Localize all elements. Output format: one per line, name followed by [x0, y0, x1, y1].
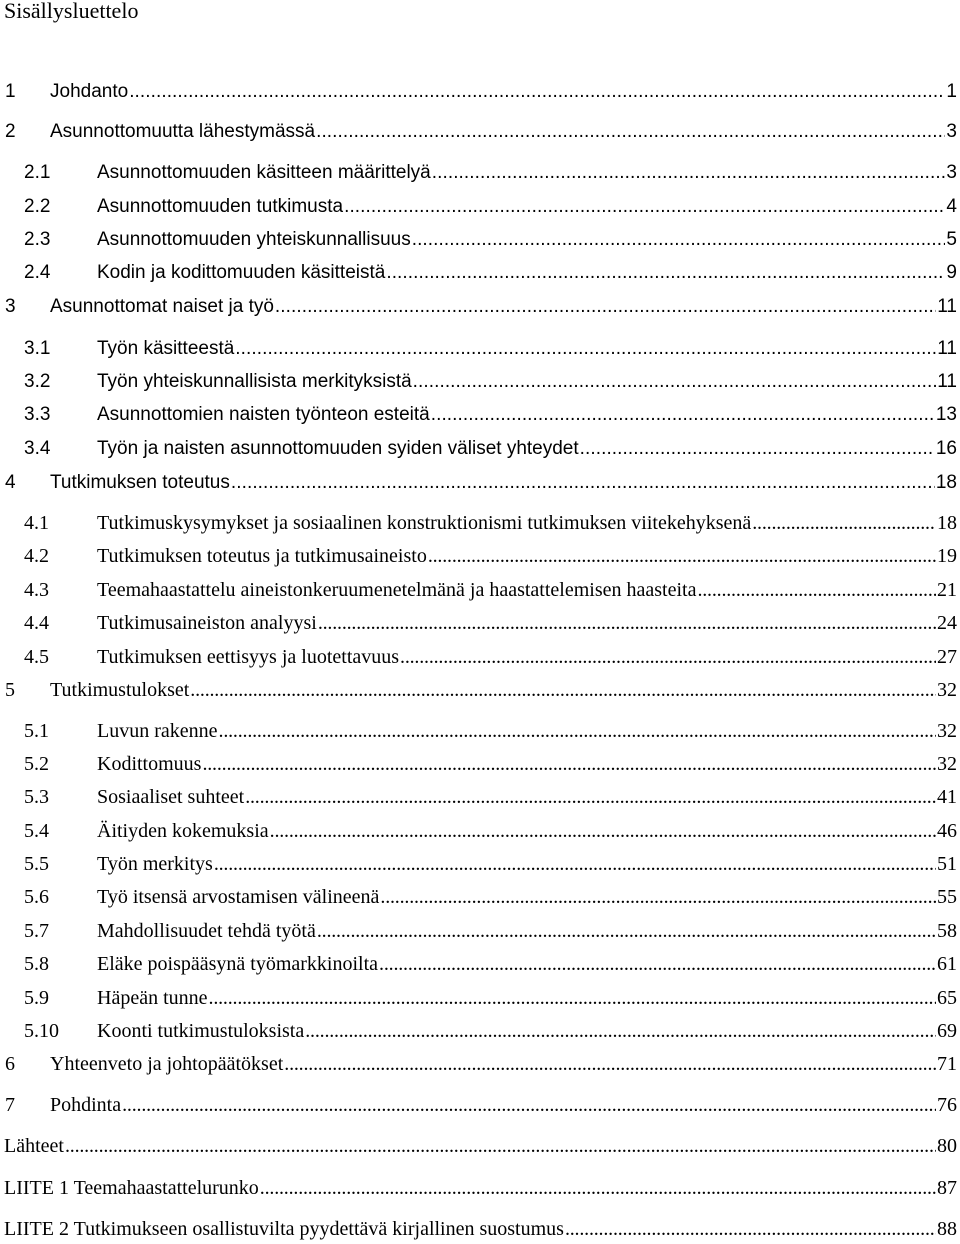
toc-dot-leader	[122, 1090, 936, 1120]
toc-entry-number: 5.8	[24, 953, 49, 975]
toc-entry-page-number: 4	[946, 196, 957, 217]
toc-dot-leader	[129, 77, 945, 107]
toc-entry-page-number: 51	[937, 853, 957, 875]
toc-entry-label: Asunnottomuuden yhteiskunnallisuus	[97, 229, 411, 250]
toc-entry[interactable]	[0, 1173, 957, 1203]
toc-entry-number: 3.4	[24, 438, 51, 459]
toc-entry-number: 5.6	[24, 886, 49, 908]
toc-entry-page-number: 32	[937, 753, 957, 775]
toc-entry-label: Koonti tutkimustuloksista	[97, 1020, 305, 1042]
toc-entry-label: Työn yhteiskunnallisista merkityksistä	[97, 371, 412, 392]
toc-entry-label: Johdanto	[50, 81, 129, 102]
toc-dot-leader	[431, 400, 935, 430]
toc-entry[interactable]	[0, 642, 957, 672]
toc-entry-number: 3	[5, 296, 16, 317]
toc-entry-label: Työn ja naisten asunnottomuuden syiden väliset yhteydet	[97, 438, 579, 459]
toc-entry[interactable]	[0, 916, 957, 946]
toc-entry-label: Luvun rakenne	[97, 720, 218, 742]
toc-entry-label: LIITE 2 Tutkimukseen osallistuvilta pyydettävä kirjallinen suostumus	[4, 1218, 564, 1240]
toc-entry-page-number: 13	[935, 404, 957, 425]
toc-entry-number: 5.10	[24, 1020, 59, 1042]
toc-entry-number: 5.4	[24, 820, 49, 842]
toc-entry-page-number: 11	[937, 296, 957, 317]
toc-dot-leader	[260, 1173, 936, 1203]
toc-entry-label: Teemahaastattelu aineistonkeruumenetelmänä ja haastattelemisen haasteita	[97, 579, 697, 601]
toc-entry-page-number: 61	[937, 953, 957, 975]
toc-entry-label: Äitiyden kokemuksia	[97, 820, 269, 842]
toc-entry-page-number: 19	[937, 545, 957, 567]
toc-entry[interactable]	[0, 608, 957, 638]
toc-entry-number: 5.7	[24, 920, 49, 942]
toc-dot-leader	[235, 334, 936, 364]
toc-entry-page-number: 27	[937, 646, 957, 668]
toc-entry-number: 7	[5, 1094, 15, 1116]
toc-dot-leader	[284, 1049, 936, 1079]
toc-dot-leader	[270, 816, 936, 846]
toc-entry[interactable]	[0, 258, 957, 288]
toc-entry-label: Asunnottomuuden käsitteen määrittelyä	[97, 162, 431, 183]
toc-dot-leader	[231, 468, 935, 498]
toc-entry-page-number: 76	[937, 1094, 957, 1116]
toc-entry-page-number: 18	[935, 472, 957, 493]
toc-entry[interactable]	[0, 949, 957, 979]
toc-dot-leader	[214, 849, 936, 879]
toc-entry[interactable]	[0, 400, 957, 430]
toc-dot-leader	[275, 292, 936, 322]
toc-entry-page-number: 3	[946, 121, 957, 142]
toc-dot-leader	[317, 916, 936, 946]
toc-dot-leader	[344, 192, 945, 222]
toc-dot-leader	[432, 158, 946, 188]
toc-entry-number: 5.9	[24, 987, 49, 1009]
toc-entry[interactable]	[0, 849, 957, 879]
toc-entry-number: 4.4	[24, 612, 49, 634]
toc-dot-leader	[209, 983, 936, 1013]
toc-entry-label: Kodittomuus	[97, 753, 202, 775]
toc-entry-page-number: 11	[937, 338, 957, 359]
toc-entry-label: Pohdinta	[50, 1094, 122, 1116]
toc-dot-leader	[386, 258, 945, 288]
toc-entry-page-number: 11	[937, 371, 957, 392]
toc-entry[interactable]	[0, 1049, 957, 1079]
toc-entry[interactable]	[0, 117, 957, 147]
toc-entry[interactable]	[0, 749, 957, 779]
toc-entry-number: 4.5	[24, 646, 49, 668]
toc-dot-leader	[580, 434, 935, 464]
toc-dot-leader	[565, 1214, 936, 1244]
toc-entry-number: 3.1	[24, 338, 51, 359]
toc-dot-leader	[379, 949, 936, 979]
toc-entry-label: Yhteenveto ja johtopäätökset	[50, 1053, 284, 1075]
toc-entry[interactable]	[0, 675, 957, 705]
toc-entry[interactable]	[0, 782, 957, 812]
toc-entry[interactable]	[0, 508, 957, 538]
toc-entry-label: Mahdollisuudet tehdä työtä	[97, 920, 316, 942]
toc-entry-page-number: 3	[946, 162, 957, 183]
toc-entry-number: 3.3	[24, 404, 51, 425]
toc-entry-page-number: 24	[937, 612, 957, 634]
toc-entry-label: Tutkimuksen toteutus ja tutkimusaineisto	[97, 545, 427, 567]
toc-entry-label: Lähteet	[4, 1135, 64, 1157]
toc-entry[interactable]	[0, 1090, 957, 1120]
toc-dot-leader	[305, 1016, 936, 1046]
toc-entry-page-number: 65	[937, 987, 957, 1009]
toc-entry-number: 5.3	[24, 786, 49, 808]
toc-entry-page-number: 55	[937, 886, 957, 908]
toc-dot-leader	[318, 608, 936, 638]
toc-entry-page-number: 18	[937, 512, 957, 534]
toc-entry-label: Kodin ja kodittomuuden käsitteistä	[97, 262, 386, 283]
toc-entry-page-number: 58	[937, 920, 957, 942]
toc-dot-leader	[400, 642, 936, 672]
toc-dot-leader	[65, 1131, 936, 1161]
toc-entry-number: 1	[5, 81, 16, 102]
toc-entry-label: Työn käsitteestä	[97, 338, 235, 359]
toc-entry-label: Tutkimusaineiston analyysi	[97, 612, 317, 634]
toc-entry-page-number: 16	[935, 438, 957, 459]
toc-entry-number: 5	[5, 679, 15, 701]
toc-entry-page-number: 41	[937, 786, 957, 808]
toc-entry[interactable]	[0, 1214, 957, 1244]
toc-entry[interactable]	[0, 468, 957, 498]
toc-dot-leader	[316, 117, 945, 147]
toc-entry[interactable]	[0, 192, 957, 222]
toc-entry-number: 4.3	[24, 579, 49, 601]
toc-dot-leader	[697, 575, 936, 605]
toc-entry[interactable]	[0, 816, 957, 846]
toc-entry-label: Työn merkitys	[97, 853, 213, 875]
page-title: Sisällysluettelo	[4, 0, 139, 23]
toc-entry[interactable]	[0, 882, 957, 912]
toc-entry[interactable]	[0, 158, 957, 188]
toc-dot-leader	[380, 882, 936, 912]
toc-entry[interactable]	[0, 77, 957, 107]
toc-entry-page-number: 5	[946, 229, 957, 250]
toc-entry[interactable]	[0, 575, 957, 605]
toc-entry-page-number: 80	[937, 1135, 957, 1157]
toc-entry[interactable]	[0, 367, 957, 397]
toc-entry-number: 5.5	[24, 853, 49, 875]
toc-dot-leader	[202, 749, 936, 779]
toc-entry[interactable]	[0, 983, 957, 1013]
toc-entry-number: 2.1	[24, 162, 51, 183]
toc-entry-label: Tutkimuksen eettisyys ja luotettavuus	[97, 646, 400, 668]
toc-entry-label: Tutkimustulokset	[50, 679, 190, 701]
toc-dot-leader	[190, 675, 936, 705]
toc-entry-page-number: 21	[937, 579, 957, 601]
toc-entry-number: 5.1	[24, 720, 49, 742]
toc-entry-page-number: 46	[937, 820, 957, 842]
toc-dot-leader	[428, 541, 936, 571]
toc-entry-number: 4.2	[24, 545, 49, 567]
toc-entry-label: Asunnottomuutta lähestymässä	[50, 121, 316, 142]
toc-dot-leader	[245, 782, 936, 812]
toc-entry-label: LIITE 1 Teemahaastattelurunko	[4, 1177, 259, 1199]
toc-entry-number: 6	[5, 1053, 15, 1075]
toc-entry-page-number: 9	[946, 262, 957, 283]
toc-entry[interactable]	[0, 1131, 957, 1161]
toc-entry-number: 2	[5, 121, 16, 142]
toc-entry[interactable]	[0, 334, 957, 364]
toc-entry-label: Asunnottomat naiset ja työ	[50, 296, 274, 317]
toc-entry[interactable]	[0, 716, 957, 746]
toc-entry-number: 2.4	[24, 262, 51, 283]
toc-entry-label: Tutkimuskysymykset ja sosiaalinen konstruktionismi tutkimuksen viitekehyksenä	[97, 512, 752, 534]
toc-entry-page-number: 87	[937, 1177, 957, 1199]
toc-entry-number: 2.2	[24, 196, 51, 217]
toc-entry-page-number: 71	[937, 1053, 957, 1075]
toc-entry-number: 2.3	[24, 229, 51, 250]
toc-entry[interactable]	[0, 1016, 957, 1046]
toc-entry-page-number: 88	[937, 1218, 957, 1240]
toc-entry-label: Sosiaaliset suhteet	[97, 786, 245, 808]
toc-entry-page-number: 32	[937, 679, 957, 701]
toc-entry-label: Häpeän tunne	[97, 987, 208, 1009]
toc-entry-label: Tutkimuksen toteutus	[50, 472, 230, 493]
toc-entry-label: Asunnottomien naisten työnteon esteitä	[97, 404, 430, 425]
toc-dot-leader	[752, 508, 936, 538]
toc-dot-leader	[219, 716, 936, 746]
toc-entry[interactable]	[0, 225, 957, 255]
toc-dot-leader	[413, 367, 937, 397]
toc-entry[interactable]	[0, 292, 957, 322]
toc-entry-page-number: 32	[937, 720, 957, 742]
toc-entry-number: 3.2	[24, 371, 51, 392]
toc-entry-label: Eläke poispääsynä työmarkkinoilta	[97, 953, 379, 975]
toc-entry-number: 4	[5, 472, 16, 493]
toc-entry[interactable]	[0, 434, 957, 464]
toc-entry-number: 4.1	[24, 512, 49, 534]
toc-entry[interactable]	[0, 541, 957, 571]
toc-entry-label: Asunnottomuuden tutkimusta	[97, 196, 344, 217]
toc-entry-label: Työ itsensä arvostamisen välineenä	[97, 886, 380, 908]
toc-dot-leader	[412, 225, 946, 255]
toc-entry-number: 5.2	[24, 753, 49, 775]
toc-entry-page-number: 1	[946, 81, 957, 102]
toc-entry-page-number: 69	[937, 1020, 957, 1042]
